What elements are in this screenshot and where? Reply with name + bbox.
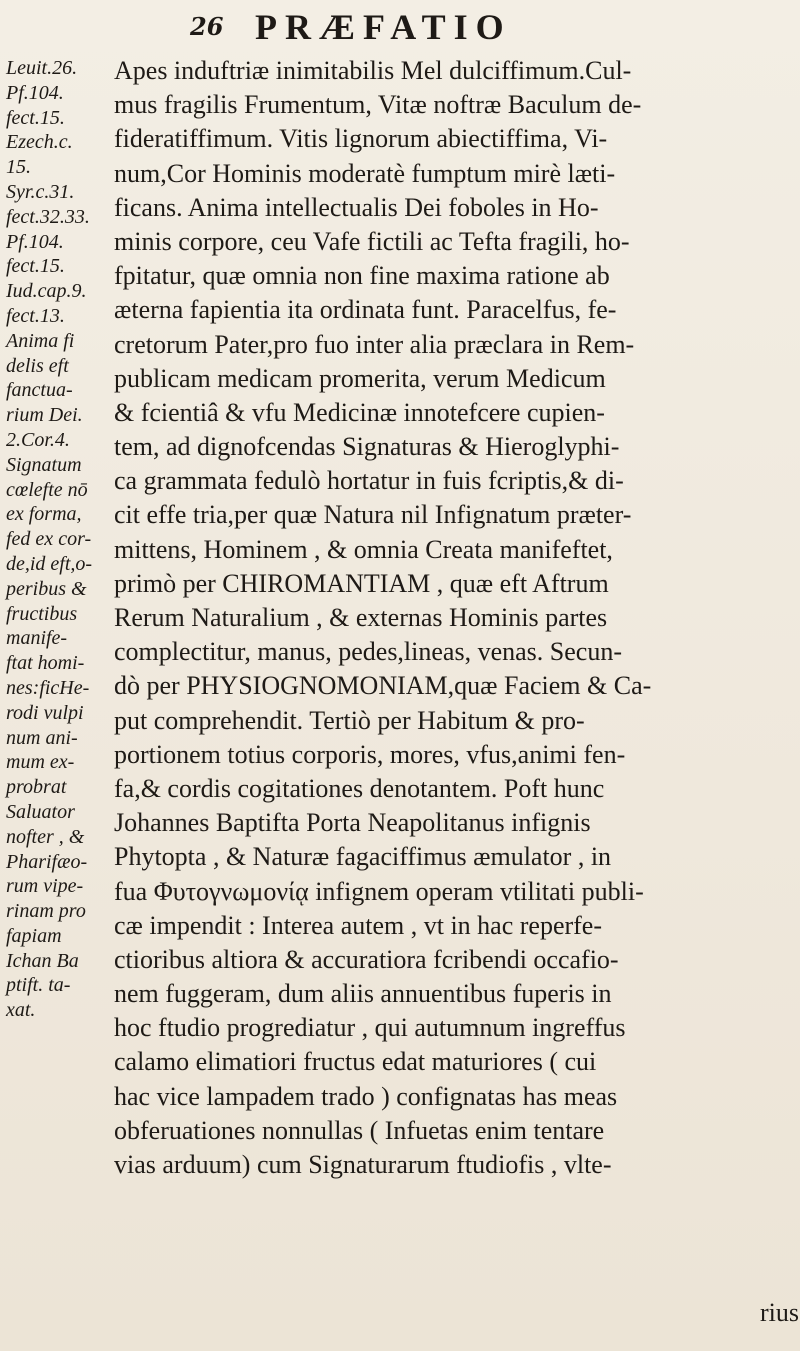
margin-note: ptift. ta-: [6, 974, 71, 997]
margin-note: fapiam: [6, 924, 62, 947]
margin-note: mum ex-: [6, 751, 75, 774]
margin-note: nes:ficHe-: [6, 676, 90, 699]
margin-note: Signatum: [6, 453, 82, 476]
text-line: put comprehendit. Tertiò per Habitum & pro-: [114, 705, 585, 735]
text-line: calamo elimatiori fructus edat maturiores ( cui: [114, 1047, 597, 1077]
text-line: portionem totius corporis, mores, vfus,animi fen-: [114, 739, 626, 769]
margin-note: Saluator: [6, 800, 75, 823]
margin-note: 15.: [6, 156, 31, 179]
margin-note: fanctua-: [6, 379, 73, 402]
margin-note: probrat: [6, 776, 67, 799]
margin-note: fructibus: [6, 602, 78, 625]
text-line: Rerum Naturalium , & externas Hominis partes: [114, 603, 608, 632]
text-line: mittens, Hominem , & omnia Creata manifeftet,: [114, 534, 613, 564]
text-line: fpitatur, quæ omnia non fine maxima ratione ab: [114, 261, 610, 291]
text-line: cretorum Pater,pro fuo inter alia præclara in Rem-: [114, 329, 635, 359]
text-line: publicam medicam promerita, verum Medicum: [114, 363, 606, 393]
text-line: fa,& cordis cogitationes denotantem. Poft hunc: [114, 773, 605, 803]
margin-note: 2.Cor.4.: [6, 428, 70, 451]
text-line: fideratiffimum. Vitis lignorum abiectiffima, Vi-: [114, 124, 608, 154]
margin-note: rum vipe-: [6, 875, 84, 898]
margin-note: ex forma,: [6, 503, 82, 526]
margin-note: cœlefte nō: [6, 478, 88, 501]
text-line: fua Φυτογνωμονίᾳ infignem operam vtilitati publi-: [114, 876, 644, 906]
marginal-notes: [6, 56, 106, 1023]
margin-note: Syr.c.31.: [6, 180, 75, 203]
text-line: obferuationes nonnullas ( Infuetas enim tentare: [114, 1115, 605, 1145]
text-line: num,Cor Hominis moderatè fumptum mirè læti-: [114, 158, 616, 188]
text-line: dò per PHYSIOGNOMONIAM,quæ Faciem & Ca-: [114, 671, 652, 701]
margin-note: nofter , &: [6, 825, 85, 848]
text-line: vias arduum) cum Signaturarum ftudiofis , vlte-: [114, 1150, 612, 1179]
margin-note: peribus &: [6, 577, 87, 600]
text-line: cæ impendit : Interea autem , vt in hac reperfe-: [114, 910, 603, 940]
main-text: [114, 54, 794, 1182]
text-line: nem fuggeram, dum aliis annuentibus fuperis in: [114, 979, 612, 1009]
page-number: 26: [190, 12, 224, 41]
margin-note: Leuit.26.: [6, 57, 78, 79]
text-line: Johannes Baptifta Porta Neapolitanus infignis: [114, 808, 591, 838]
margin-note: ftat homi-: [6, 652, 85, 675]
margin-note: Pf.104.: [6, 81, 64, 104]
margin-note: fect.13.: [6, 304, 65, 327]
margin-note: xat.: [6, 999, 36, 1022]
margin-note: de,id eft,o-: [6, 552, 93, 575]
margin-note: Pf.104.: [6, 230, 64, 253]
margin-note: rodi vulpi: [6, 701, 84, 724]
margin-note: fect.32.33.: [6, 205, 90, 228]
text-line: æterna fapientia ita ordinata funt. Paracelfus, fe-: [114, 295, 617, 325]
page-header: [0, 4, 800, 54]
margin-note: fect.15.: [6, 106, 65, 129]
text-line: hoc ftudio progrediatur , qui autumnum ingreffus: [114, 1013, 626, 1043]
text-line: ca grammata fedulò hortatur in fuis fcriptis,& di-: [114, 466, 624, 496]
margin-note: Anima fi: [6, 329, 75, 352]
margin-note: fect.15.: [6, 255, 65, 278]
margin-note: fed ex cor-: [6, 528, 92, 551]
running-title: PRÆFATIO: [255, 7, 512, 47]
text-line: cit effe tria,per quæ Natura nil Infignatum præter-: [114, 500, 632, 530]
margin-note: Pharifæo-: [6, 850, 88, 873]
text-line: primò per CHIROMANTIAM , quæ eft Aftrum: [114, 568, 609, 598]
margin-note: delis eft: [6, 354, 69, 377]
text-line: Phytopta , & Naturæ fagaciffimus æmulator , in: [114, 842, 612, 872]
text-line: Apes induftriæ inimitabilis Mel dulciffimum.Cul-: [114, 56, 632, 85]
margin-note: rinam pro: [6, 900, 86, 923]
text-line: minis corpore, ceu Vafe fictili ac Tefta fragili, ho-: [114, 226, 630, 256]
margin-note: rium Dei.: [6, 404, 83, 427]
catchword: rius: [760, 1298, 799, 1327]
text-line: tem, ad dignofcendas Signaturas & Hieroglyphi-: [114, 432, 620, 462]
margin-note: Ichan Ba: [6, 949, 79, 972]
text-line: ctioribus altiora & accuratiora fcribendi occafio-: [114, 944, 619, 974]
margin-note: Iud.cap.9.: [6, 280, 87, 303]
text-line: mus fragilis Frumentum, Vitæ noftræ Baculum de-: [114, 90, 642, 120]
text-line: ficans. Anima intellectualis Dei foboles in Ho-: [114, 192, 599, 222]
text-line: hac vice lampadem trado ) confignatas has meas: [114, 1081, 618, 1111]
margin-note: manife-: [6, 627, 68, 650]
text-line: & fcientiâ & vfu Medicinæ innotefcere cupien-: [114, 397, 605, 427]
margin-note: Ezech.c.: [6, 131, 73, 154]
text-line: complectitur, manus, pedes,lineas, venas. Secun-: [114, 637, 622, 667]
margin-note: num ani-: [6, 726, 78, 749]
